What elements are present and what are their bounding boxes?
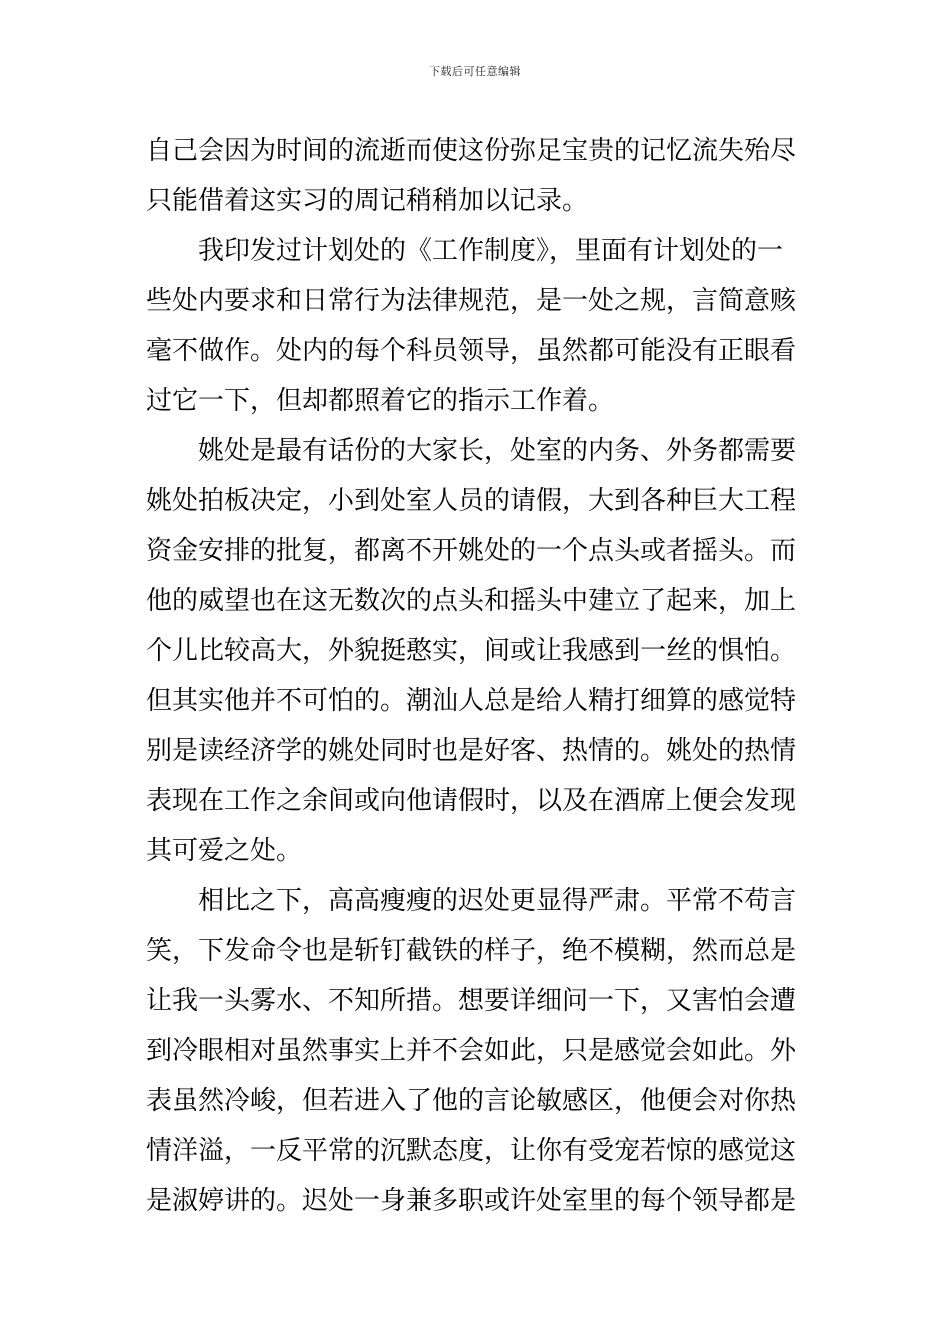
- text-line: 个儿比较高大，外貌挺憨实，间或让我感到一丝的惧怕。: [146, 636, 797, 666]
- text-line: 笑，下发命令也是斩钉截铁的样子，绝不模糊，然而总是: [146, 936, 797, 966]
- text-line: 但其实他并不可怕的。潮汕人总是给人精打细算的感觉特: [146, 686, 797, 716]
- text-line: 其可爱之处。: [146, 836, 303, 866]
- text-line: 到冷眼相对虽然事实上并不会如此，只是感觉会如此。外: [146, 1036, 797, 1066]
- text-line: 让我一头雾水、不知所措。想要详细问一下，又害怕会遭: [146, 986, 797, 1016]
- text-line: 过它一下，但却都照着它的指示工作着。: [146, 386, 615, 416]
- text-line: 资金安排的批复，都离不开姚处的一个点头或者摇头。而: [146, 536, 797, 566]
- page-header: 下载后可任意编辑: [429, 65, 521, 78]
- document-body: [146, 126, 806, 1226]
- text-line: 我印发过计划处的《工作制度》，里面有计划处的一: [198, 236, 784, 266]
- text-line: 些处内要求和日常行为法律规范，是一处之规，言简意赅: [146, 286, 797, 316]
- text-line: 别是读经济学的姚处同时也是好客、热情的。姚处的热情: [146, 736, 797, 766]
- text-line: 他的威望也在这无数次的点头和摇头中建立了起来，加上: [146, 586, 797, 616]
- text-line: 自己会因为时间的流逝而使这份弥足宝贵的记忆流失殆尽: [146, 136, 797, 166]
- text-line: 是淑婷讲的。迟处一身兼多职或许处室里的每个领导都是: [146, 1186, 797, 1216]
- text-line: 相比之下，高高瘦瘦的迟处更显得严肃。平常不苟言: [198, 886, 797, 916]
- text-line: 姚处拍板决定，小到处室人员的请假，大到各种巨大工程: [146, 486, 797, 516]
- text-line: 表现在工作之余间或向他请假时，以及在酒席上便会发现: [146, 786, 797, 816]
- text-line: 只能借着这实习的周记稍稍加以记录。: [146, 186, 589, 216]
- text-line: 情洋溢，一反平常的沉默态度，让你有受宠若惊的感觉这: [146, 1136, 797, 1166]
- text-line: 毫不做作。处内的每个科员领导，虽然都可能没有正眼看: [146, 336, 797, 366]
- text-line: 姚处是最有话份的大家长，处室的内务、外务都需要: [198, 436, 797, 466]
- text-line: 表虽然冷峻，但若进入了他的言论敏感区，他便会对你热: [146, 1086, 797, 1116]
